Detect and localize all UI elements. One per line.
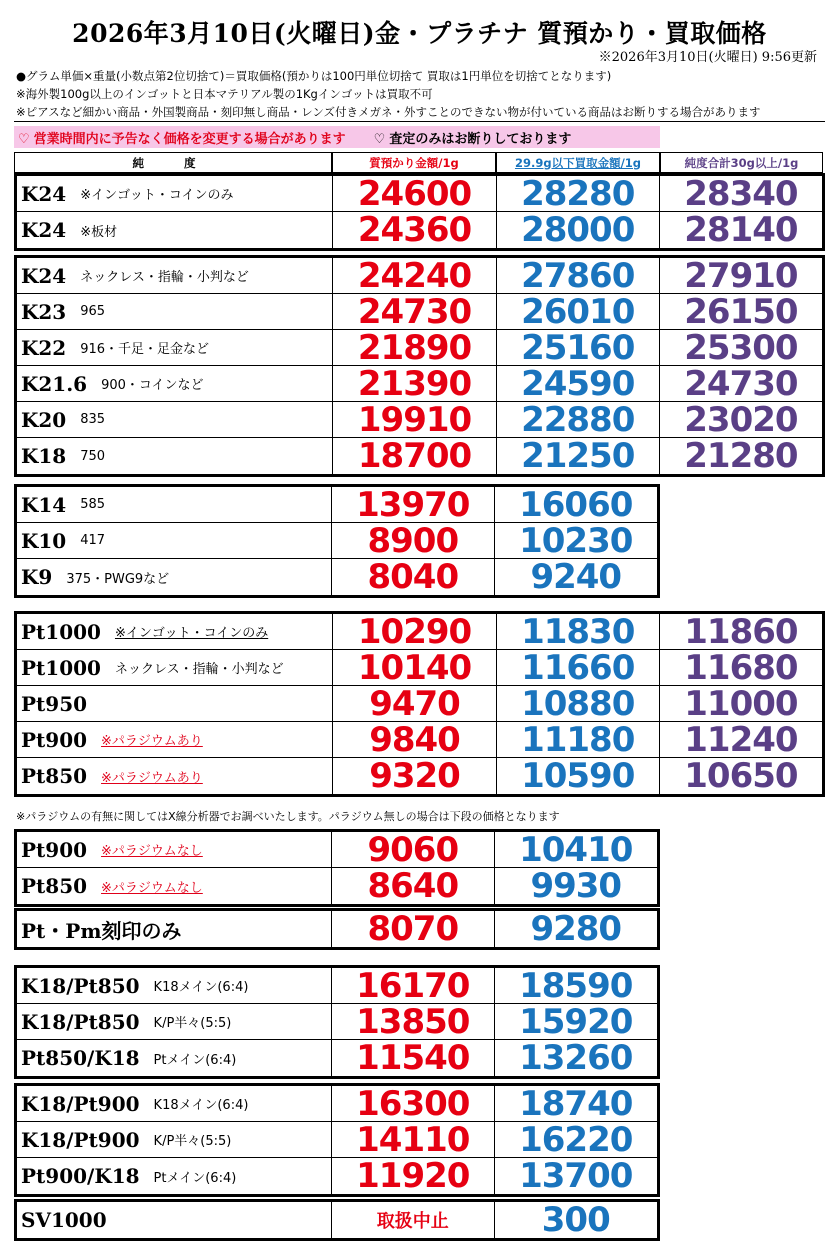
metal-detail: Ptメイン(6:4) <box>153 1052 237 1068</box>
buy-price-over30: 26150 <box>684 291 798 332</box>
buy-price-under30: 26010 <box>497 294 660 329</box>
metal-name <box>17 614 333 649</box>
metal-detail: 900・コインなど <box>101 378 204 393</box>
metal-name <box>17 1122 332 1157</box>
pawn-price: 14110 <box>332 1122 494 1157</box>
buy-price-over30: 28340 <box>684 173 798 214</box>
buy-price-under30: 15920 <box>519 1001 633 1042</box>
pawn-price: 8040 <box>332 559 494 595</box>
pawn-price: 9470 <box>333 686 496 721</box>
buy-price-under30: 9930 <box>530 866 622 906</box>
buy-price-under30: 11180 <box>497 722 660 757</box>
price-group <box>14 255 825 477</box>
pawn-price: 24600 <box>333 176 496 211</box>
table-row <box>17 363 822 404</box>
metal-name <box>17 176 333 211</box>
table-row <box>17 911 657 947</box>
table-row <box>17 559 657 595</box>
metal-label: SV1000 <box>21 1208 107 1232</box>
metal-name <box>17 1040 332 1076</box>
heart-icon: ♡ <box>373 131 386 147</box>
metal-label: K9 <box>21 565 53 589</box>
metal-name <box>17 650 333 685</box>
metal-name <box>17 722 333 757</box>
buy-price-over30: 25300 <box>684 327 798 368</box>
table-row <box>17 484 657 525</box>
pawn-price: 9060 <box>332 832 494 867</box>
metal-label: Pt900 <box>21 837 88 862</box>
metal-name <box>17 212 333 248</box>
notice-left-text: 営業時間内に予告なく価格を変更する場合があります <box>33 131 346 147</box>
metal-label: K24 <box>21 263 67 288</box>
metal-name <box>17 402 333 437</box>
header-under30: 29.9g以下買取金額/1g <box>496 152 660 173</box>
metal-label: Pt850 <box>21 874 88 898</box>
table-row <box>17 647 822 688</box>
metal-detail: K/P半々(5:5) <box>153 1016 232 1031</box>
metal-detail: 965 <box>80 304 106 319</box>
pawn-price: 8070 <box>332 911 494 947</box>
metal-name <box>17 523 332 558</box>
buy-price-under30: 21250 <box>497 438 660 474</box>
metal-name <box>17 1202 332 1238</box>
buy-price-under30: 300 <box>541 1200 610 1240</box>
metal-detail: ※パラジウムあり <box>101 734 203 749</box>
metal-detail: ※パラジウムなし <box>101 844 203 859</box>
palladium-note: ※パラジウムの有無に関してはX線分析器でお調べいたします。パラジウム無しの場合は下段の価格となります <box>16 810 560 823</box>
table-row <box>17 868 657 904</box>
buy-price-under30: 25160 <box>497 330 660 365</box>
metal-label: K18/Pt850 <box>21 973 140 998</box>
metal-label: Pt850/K18 <box>21 1046 140 1070</box>
buy-price-under30: 11830 <box>497 614 660 649</box>
buy-price-under30: 16060 <box>519 484 633 525</box>
table-row <box>17 520 657 561</box>
buy-price-under30: 10880 <box>497 686 660 721</box>
pawn-price: 9840 <box>333 722 496 757</box>
pawn-price: 取扱中止 <box>332 1202 494 1238</box>
metal-name <box>17 968 332 1003</box>
metal-label: K18/Pt900 <box>21 1091 140 1116</box>
buy-price-under30: 28280 <box>497 176 660 211</box>
table-row <box>17 611 822 652</box>
metal-label: K18/Pt850 <box>21 1009 140 1034</box>
pawn-price: 8900 <box>332 523 494 558</box>
buy-price-over30: 24730 <box>684 363 798 404</box>
updated-timestamp: ※2026年3月10日(火曜日) 9:56更新 <box>598 50 817 65</box>
metal-name <box>17 758 333 794</box>
table-row <box>17 1040 657 1076</box>
metal-detail: 585 <box>80 497 106 512</box>
table-row <box>17 683 822 724</box>
pawn-price: 9320 <box>333 758 496 794</box>
metal-detail: ※インゴット・コインのみ <box>114 626 269 641</box>
metal-detail: K18メイン(6:4) <box>153 980 249 995</box>
metal-detail: 835 <box>80 412 106 427</box>
metal-detail: 417 <box>80 533 106 548</box>
pawn-price: 24240 <box>333 258 496 293</box>
metal-name <box>17 294 333 329</box>
pawn-price: 21390 <box>333 366 496 401</box>
metal-label: K24 <box>21 181 67 206</box>
metal-label: K22 <box>21 335 67 360</box>
buy-price-over30: 11240 <box>684 719 798 760</box>
ingot-note: ※海外製100g以上のインゴットと日本マテリアル製の1Kgインゴットは買取不可 <box>16 87 433 101</box>
metal-label: Pt850 <box>21 764 88 788</box>
metal-detail: K/P半々(5:5) <box>153 1134 232 1149</box>
metal-detail: ※パラジウムなし <box>101 880 203 896</box>
table-row <box>17 291 822 332</box>
header-over30: 純度合計30g以上/1g <box>660 152 823 173</box>
metal-name <box>17 686 333 721</box>
price-group <box>14 1199 660 1241</box>
buy-price-over30: 10650 <box>684 756 798 796</box>
table-row <box>17 438 822 474</box>
divider <box>14 121 825 122</box>
table-row <box>17 173 822 214</box>
metal-label: Pt・Pm刻印のみ <box>21 918 182 943</box>
table-row <box>17 1202 657 1238</box>
metal-detail: Ptメイン(6:4) <box>153 1170 237 1186</box>
pawn-price: 21890 <box>333 330 496 365</box>
pawn-price: 19910 <box>333 402 496 437</box>
metal-name <box>17 911 332 947</box>
metal-name <box>17 258 333 293</box>
buy-price-under30: 16220 <box>519 1119 633 1160</box>
pawn-price: 13970 <box>332 487 494 522</box>
table-row <box>17 1158 657 1194</box>
metal-detail: ※インゴット・コインのみ <box>80 188 234 203</box>
metal-name <box>17 832 332 867</box>
header-purity: 純 度 <box>14 152 332 173</box>
metal-name <box>17 1158 332 1194</box>
notice-right <box>374 128 572 147</box>
price-group <box>14 611 825 797</box>
metal-label: K23 <box>21 299 67 324</box>
metal-label: K18 <box>21 444 67 468</box>
table-row <box>17 399 822 440</box>
buy-price-under30: 10410 <box>519 829 633 870</box>
pawn-price: 16170 <box>332 968 494 1003</box>
metal-name <box>17 1086 332 1121</box>
metal-label: Pt1000 <box>21 619 101 644</box>
table-row <box>17 255 822 296</box>
metal-detail: ※パラジウムあり <box>101 770 203 786</box>
metal-label: Pt1000 <box>21 655 101 680</box>
metal-label: K10 <box>21 528 67 553</box>
pawn-price: 16300 <box>332 1086 494 1121</box>
metal-name <box>17 438 333 474</box>
price-group <box>14 829 660 907</box>
header-pawn: 質預かり金額/1g <box>332 152 496 173</box>
table-row <box>17 758 822 794</box>
metal-label: K21.6 <box>21 371 88 396</box>
buy-price-over30: 11680 <box>684 647 798 688</box>
table-row <box>17 965 657 1006</box>
buy-price-over30: 23020 <box>684 399 798 440</box>
price-group <box>14 965 660 1079</box>
buy-price-over30: 21280 <box>684 436 798 476</box>
buy-price-under30: 18740 <box>519 1083 633 1124</box>
metal-detail: K18メイン(6:4) <box>153 1098 249 1113</box>
pawn-price: 13850 <box>332 1004 494 1039</box>
calculation-note: ●グラム単価×重量(小数点第2位切捨て)＝買取価格(預かりは100円単位切捨て 買取は1円単位を切捨てとなります) <box>16 69 612 83</box>
metal-name <box>17 868 332 904</box>
metal-name <box>17 1004 332 1039</box>
pawn-price: 24730 <box>333 294 496 329</box>
buy-price-under30: 22880 <box>497 402 660 437</box>
metal-label: Pt900/K18 <box>21 1164 140 1188</box>
buy-price-under30: 10590 <box>497 758 660 794</box>
buy-price-over30: 27910 <box>684 255 798 296</box>
metal-detail: ネックレス・指輪・小判など <box>114 662 284 677</box>
notice-banner <box>14 126 660 148</box>
buy-price-over30: 11860 <box>684 611 798 652</box>
table-row <box>17 829 657 870</box>
table-row <box>17 1119 657 1160</box>
metal-label: K20 <box>21 407 67 432</box>
metal-name <box>17 330 333 365</box>
page-title: 2026年3月10日(火曜日)金・プラチナ 質預かり・買取価格 <box>72 19 767 48</box>
metal-detail: 916・千足・足金など <box>80 342 210 357</box>
table-row <box>17 212 822 248</box>
buy-price-under30: 9240 <box>530 557 622 597</box>
buy-price-under30: 9280 <box>530 909 622 949</box>
pawn-price: 18700 <box>333 438 496 474</box>
price-group <box>14 173 825 251</box>
pawn-price: 10140 <box>333 650 496 685</box>
pawn-price: 11540 <box>332 1040 494 1076</box>
pawn-price: 10290 <box>333 614 496 649</box>
metal-name <box>17 487 332 522</box>
metal-label: Pt950 <box>21 691 88 716</box>
buy-price-under30: 24590 <box>497 366 660 401</box>
metal-label: K14 <box>21 492 67 517</box>
metal-detail: 750 <box>80 448 106 464</box>
notice-left <box>18 128 346 147</box>
metal-name <box>17 559 332 595</box>
buy-price-under30: 13260 <box>519 1038 633 1078</box>
metal-detail: 375・PWG9など <box>66 571 170 587</box>
metal-detail: ネックレス・指輪・小判など <box>80 270 249 285</box>
refusal-note: ※ピアスなど細かい商品・外国製商品・刻印無し商品・レンズ付きメガネ・外すことのできない物が付いている商品はお断りする場合があります <box>16 105 761 119</box>
table-row <box>17 1001 657 1042</box>
price-group <box>14 908 660 950</box>
pawn-price: 11920 <box>332 1158 494 1194</box>
pawn-price: 8640 <box>332 868 494 904</box>
notice-right-text: 査定のみはお断りしております <box>389 131 572 147</box>
metal-name <box>17 366 333 401</box>
metal-label: K24 <box>21 218 67 242</box>
pawn-price: 24360 <box>333 212 496 248</box>
metal-label: K18/Pt900 <box>21 1127 140 1152</box>
metal-label: Pt900 <box>21 727 88 752</box>
table-row <box>17 719 822 760</box>
buy-price-over30: 11000 <box>684 683 798 724</box>
buy-price-under30: 27860 <box>497 258 660 293</box>
price-group <box>14 484 660 598</box>
table-row <box>17 327 822 368</box>
buy-price-under30: 11660 <box>497 650 660 685</box>
metal-detail: ※板材 <box>80 224 118 240</box>
buy-price-under30: 10230 <box>519 520 633 561</box>
heart-icon: ♡ <box>18 131 30 147</box>
buy-price-under30: 18590 <box>519 965 633 1006</box>
buy-price-under30: 28000 <box>497 212 660 248</box>
table-header <box>14 152 823 173</box>
table-row <box>17 1083 657 1124</box>
buy-price-over30: 28140 <box>684 210 798 250</box>
price-group <box>14 1083 660 1197</box>
buy-price-under30: 13700 <box>519 1156 633 1196</box>
